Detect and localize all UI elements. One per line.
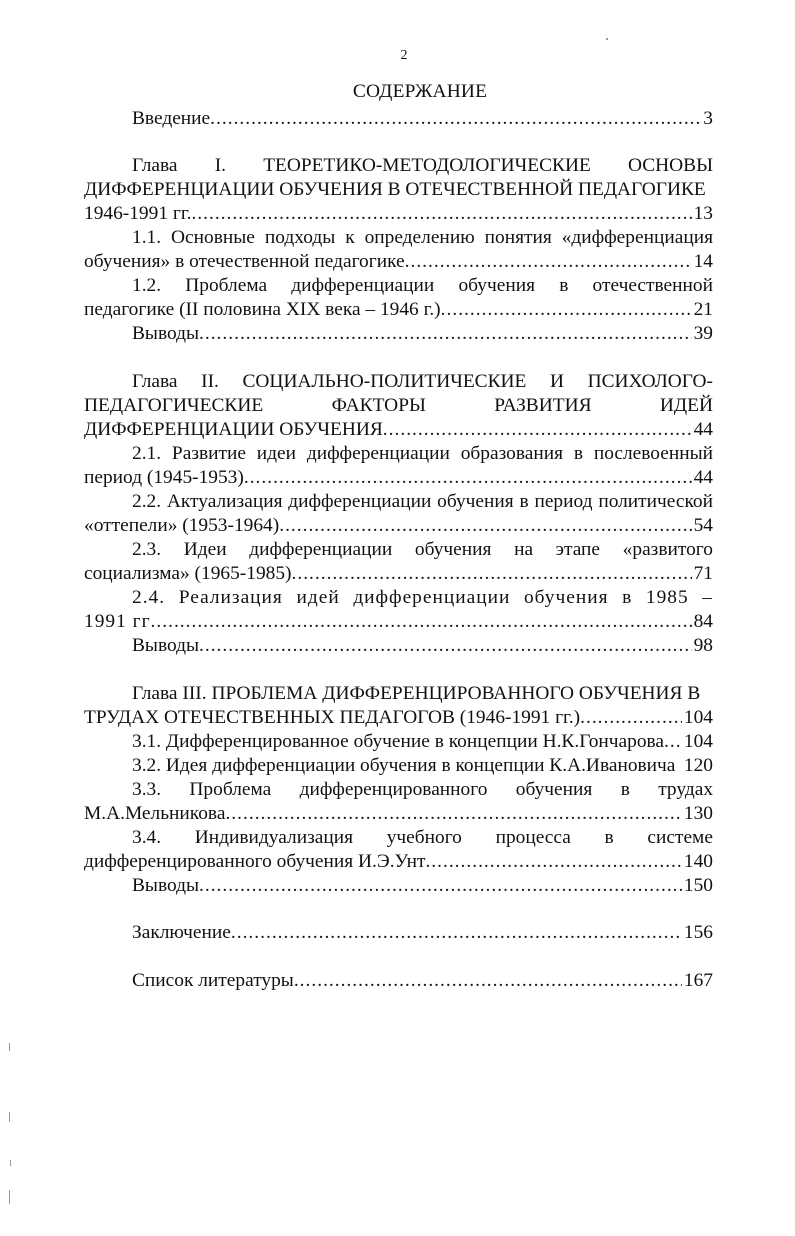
chapter-2-page: 44: [693, 419, 713, 440]
section-2-4-line-1[interactable]: 2.4. Реализация идей дифференциации обучения в 1985 –: [132, 587, 713, 608]
section-2-4-line-2: 1991 гг: [84, 611, 151, 632]
toc-intro-page: 3: [703, 108, 713, 129]
section-3-1-page: 104: [683, 731, 713, 752]
toc-conclusion-page: 156: [683, 922, 713, 943]
section-2-1-page: 44: [693, 467, 713, 488]
section-2-2-page: 54: [693, 515, 713, 536]
toc-intro[interactable]: [84, 107, 713, 131]
section-2-2-line-1[interactable]: 2.2. Актуализация дифференциации обучения в период политической: [132, 491, 713, 512]
section-3-4-line-2: дифференцированного обучения И.Э.Унт: [84, 851, 426, 872]
section-2-4-page: 84: [693, 611, 713, 632]
chapter-1-conclusions-page: 39: [693, 323, 713, 344]
chapter-3-line-2: ТРУДАХ ОТЕЧЕСТВЕННЫХ ПЕДАГОГОВ (1946-1991 гг.): [84, 707, 581, 728]
leader-dots: [151, 610, 692, 634]
section-3-4-line-1[interactable]: 3.4. Индивидуализация учебного процесса в системе: [132, 827, 713, 848]
section-2-3-line-1[interactable]: 2.3. Идеи дифференциации обучения на этапе «развитого: [132, 539, 713, 560]
section-1-2-page: 21: [693, 299, 713, 320]
scan-speck: [9, 1190, 10, 1204]
leader-dots: [231, 921, 682, 945]
toc-title: СОДЕРЖАНИЕ: [352, 81, 488, 102]
page-number: 2: [400, 48, 408, 63]
scan-speck: [10, 1160, 11, 1166]
chapter-2-line-1: Глава II. СОЦИАЛЬНО-ПОЛИТИЧЕСКИЕ И ПСИХОЛОГО-: [132, 371, 713, 392]
section-3-4-page: 140: [683, 851, 713, 872]
chapter-2-line-3: ДИФФЕРЕНЦИАЦИИ ОБУЧЕНИЯ: [84, 419, 383, 440]
section-2-1-line-1[interactable]: 2.1. Развитие идеи дифференциации образования в послевоенный: [132, 443, 714, 464]
leader-dots: [383, 418, 692, 442]
section-3-3-line-1[interactable]: 3.3. Проблема дифференцированного обучения в трудах: [132, 779, 714, 800]
chapter-1-line-2: ДИФФЕРЕНЦИАЦИИ ОБУЧЕНИЯ В ОТЕЧЕСТВЕННОЙ ПЕДАГОГИКЕ: [84, 179, 706, 200]
leader-dots: [580, 706, 682, 730]
leader-dots: [210, 107, 701, 131]
chapter-1-conclusions[interactable]: [84, 322, 713, 346]
toc-chapter-3[interactable]: [84, 682, 713, 898]
toc-chapter-2[interactable]: [84, 370, 713, 658]
toc-bibliography-label: Список литературы: [132, 970, 294, 991]
toc-conclusion[interactable]: [84, 921, 713, 945]
scan-speck: [9, 1112, 10, 1122]
leader-dots: [199, 322, 692, 346]
leader-dots: [664, 730, 682, 754]
chapter-2-conclusions-page: 98: [693, 635, 713, 656]
section-3-3-line-2: М.А.Мельникова: [84, 803, 226, 824]
chapter-1-conclusions-label: Выводы: [132, 323, 200, 344]
toc-chapter-1[interactable]: [84, 154, 713, 346]
leader-dots: [225, 802, 681, 826]
leader-dots: [425, 850, 681, 874]
section-1-1-page: 14: [693, 251, 713, 272]
toc-intro-label: Введение: [132, 108, 211, 129]
chapter-3-page: 104: [683, 707, 713, 728]
section-3-2-page: 120: [683, 755, 713, 776]
scan-speck: [9, 1043, 10, 1051]
leader-dots: [405, 250, 692, 274]
leader-dots: [279, 514, 691, 538]
chapter-3-line-1: Глава III. ПРОБЛЕМА ДИФФЕРЕНЦИРОВАННОГО ОБУЧЕНИЯ В: [132, 683, 701, 704]
leader-dots: [191, 202, 691, 226]
chapter-3-conclusions[interactable]: [84, 874, 713, 898]
toc-conclusion-label: Заключение: [132, 922, 231, 943]
scan-speck: [606, 38, 608, 40]
section-2-3-page: 71: [693, 563, 713, 584]
section-2-3-line-2: социализма» (1965-1985): [84, 563, 292, 584]
chapter-2-conclusions-label: Выводы: [132, 635, 200, 656]
leader-dots: [294, 969, 682, 993]
toc-bibliography[interactable]: [84, 969, 713, 993]
section-3-1-label: 3.1. Дифференцированное обучение в концепции Н.К.Гончарова: [132, 731, 665, 752]
chapter-2-conclusions[interactable]: [84, 634, 713, 658]
section-3-2-label: 3.2. Идея дифференциации обучения в концепции К.А.Ивановича: [132, 755, 676, 776]
leader-dots: [244, 466, 692, 490]
section-1-2-line-1[interactable]: 1.2. Проблема дифференциации обучения в отечественной: [132, 275, 713, 296]
section-2-2-line-2: «оттепели» (1953-1964): [84, 515, 280, 536]
leader-dots: [292, 562, 692, 586]
leader-dots: [199, 874, 682, 898]
chapter-3-conclusions-page: 150: [683, 875, 713, 896]
chapter-3-conclusions-label: Выводы: [132, 875, 200, 896]
chapter-2-line-2: ПЕДАГОГИЧЕСКИЕ ФАКТОРЫ РАЗВИТИЯ ИДЕЙ: [84, 395, 713, 416]
section-1-1-line-1[interactable]: 1.1. Основные подходы к определению понятия «дифференциация: [132, 227, 714, 248]
chapter-1-line-3: 1946-1991 гг.: [84, 203, 192, 224]
chapter-1-line-1: Глава I. ТЕОРЕТИКО-МЕТОДОЛОГИЧЕСКИЕ ОСНОВЫ: [132, 155, 713, 176]
section-3-2[interactable]: [84, 754, 713, 778]
leader-dots: [199, 634, 692, 658]
section-3-3-page: 130: [683, 803, 713, 824]
section-1-2-line-2: педагогике (II половина XIX века – 1946 г.): [84, 299, 441, 320]
toc-bibliography-page: 167: [683, 970, 713, 991]
section-3-1[interactable]: [84, 730, 713, 754]
chapter-1-page: 13: [693, 203, 713, 224]
leader-dots: [441, 298, 692, 322]
section-1-1-line-2: обучения» в отечественной педагогике: [84, 251, 405, 272]
section-2-1-line-2: период (1945-1953): [84, 467, 244, 488]
